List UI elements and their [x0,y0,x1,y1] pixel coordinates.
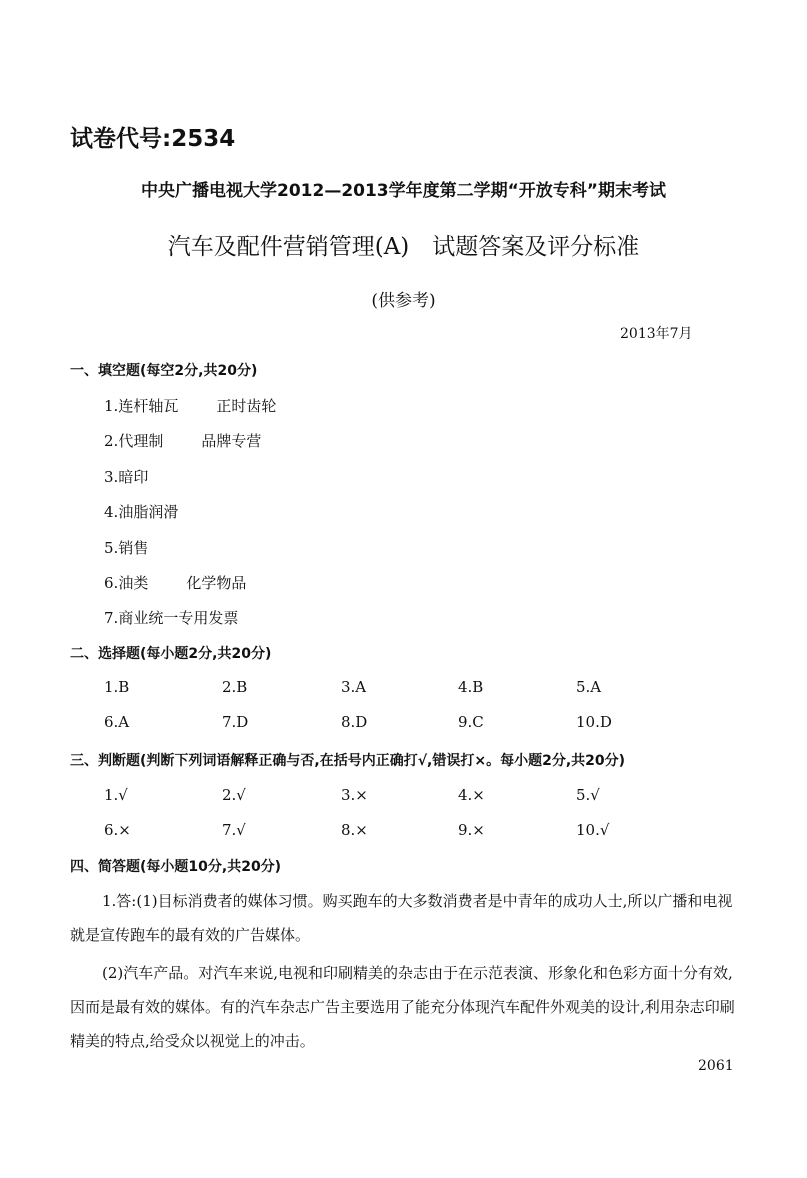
page-title: 汽车及配件营销管理(A) 试题答案及评分标准 [167,234,640,260]
section-2-heading: 二、选择题(每小题2分,共20分) [70,646,272,662]
judge-answer: 3.× [341,786,368,804]
choice-answer: 6.A [104,713,130,731]
choice-answer: 9.C [458,713,484,731]
fill-item-2: 2.代理制 品牌专营 [104,432,262,450]
fill-item-1: 1.连杆轴瓦 正时齿轮 [104,397,277,415]
judge-answer: 7.√ [222,821,246,839]
exam-code: 试卷代号:2534 [70,126,236,152]
choice-answer: 1.B [104,678,130,696]
choice-answer: 2.B [222,678,248,696]
exam-university-line: 中央广播电视大学2012—2013学年度第二学期“开放专科”期末考试 [141,181,666,201]
section-4-heading: 四、简答题(每小题10分,共20分) [70,859,282,875]
section-3-heading: 三、判断题(判断下列词语解释正确与否,在括号内正确打√,错误打×。每小题2分,共20分) [70,753,626,769]
section-1-heading: 一、填空题(每空2分,共20分) [70,363,258,379]
choice-answer: 8.D [341,713,368,731]
choice-answer: 4.B [458,678,484,696]
page-number: 2061 [698,1058,734,1074]
fill-item-3: 3.暗印 [104,468,149,486]
fill-item-5: 5.销售 [104,539,149,557]
judge-answer: 9.× [458,821,485,839]
judge-answer: 8.× [341,821,368,839]
judge-answer: 2.√ [222,786,246,804]
fill-item-6: 6.油类 化学物品 [104,574,247,592]
exam-date: 2013年7月 [620,326,693,342]
fill-item-7: 7.商业统一专用发票 [104,609,239,627]
choice-answer: 3.A [341,678,367,696]
judge-answer: 1.√ [104,786,128,804]
judge-answer: 4.× [458,786,485,804]
choice-answer: 7.D [222,713,249,731]
fill-item-4: 4.油脂润滑 [104,503,179,521]
judge-answer: 6.× [104,821,131,839]
answer-paragraph-2: (2)汽车产品。对汽车来说,电视和印刷精美的杂志由于在示范表演、形象化和色彩方面十分有效,因而是最有效的媒体。有的汽车杂志广告主要选用了能充分体现汽车配件外观美的设计,利用杂志印刷精美的特点,给受众以视觉上的冲击。 [70,964,735,1050]
choice-answer: 5.A [576,678,602,696]
answer-paragraph-1: 1.答:(1)目标消费者的媒体习惯。购买跑车的大多数消费者是中青年的成功人士,所以广播和电视就是宣传跑车的最有效的广告媒体。 [70,892,733,944]
judge-answer: 10.√ [576,821,610,839]
choice-answer: 10.D [576,713,612,731]
reference-note: (供参考) [371,291,436,311]
judge-answer: 5.√ [576,786,600,804]
